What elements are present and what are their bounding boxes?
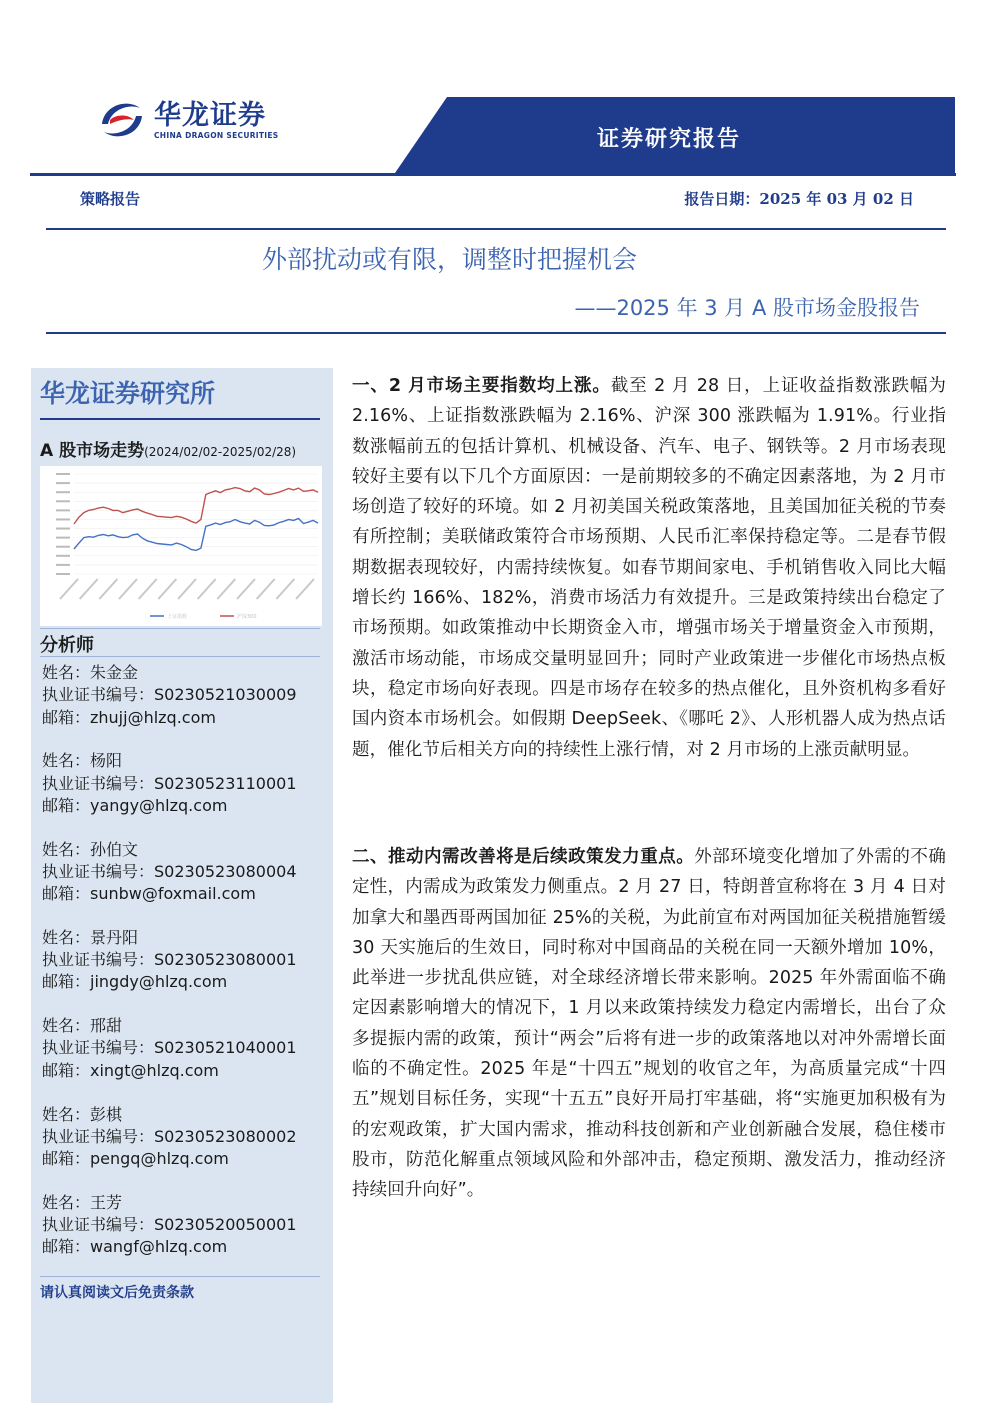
- x-tick-mark: [99, 579, 117, 599]
- analyst-name: 姓名：王芳: [42, 1192, 123, 1212]
- sidebar-rule-2: [40, 628, 320, 629]
- analyst-name: 姓名：朱金金: [42, 663, 139, 682]
- analyst-name: 姓名：杨阳: [42, 751, 123, 771]
- x-tick-mark: [217, 579, 235, 599]
- analyst-email[interactable]: 邮箱：pengq@hlzq.com: [42, 1149, 229, 1169]
- sidebar-rule: [40, 418, 320, 420]
- analyst-card: [42, 927, 297, 994]
- x-tick-mark: [198, 579, 216, 599]
- paragraph-2-text: 外部环境变化增加了外需的不确定性，内需成为政策发力侧重点。2 月 27 日，特朗普宣称将在 3 月 4 日对加拿大和墨西哥两国加征 25%的关税，为此前宣布对两国加征关税措施暂缓 30 天实施后的生效日，同时称对中国商品的关税在同一天额外增加 10%，此举进一步扰乱供应链，对全球经济增长带来影响。2025 年外需面临不确定因素影响增大的情况下，1 月以来政策持续发力稳定内需增长，出台了众多提振内需的政策，预计“两会”后将有进一步的政策落地以对冲外需增长面临的不确定性。2025 年是“十四五”规划的收官之年，为高质量完成“十四五”规划目标任务，实现“十五五”良好开局打牢基础，将“实施更加积极有为的宏观政策，扩大国内需求，推动科技创新和产业创新融合发展，稳住楼市股市，防范化解重点领域风险和外部冲击，稳定预期、激发活力，推动经济持续回升向好”。: [352, 847, 946, 1201]
- x-tick-mark: [237, 579, 255, 599]
- logo-mark-icon: [96, 94, 148, 146]
- market-trend-chart: [40, 466, 322, 626]
- market-trend-svg: [40, 466, 322, 626]
- paragraph-1-text: 截至 2 月 28 日，上证收益指数涨跌幅为 2.16%、上证指数涨跌幅为 2.16%、沪深 300 涨跌幅为 1.91%。行业指数涨幅前五的包括计算机、机械设备、汽车、电子、钢铁等。2 月市场表现较好主要有以下几个方面原因：一是前期较多的不确定因素落地，为 2 月市场创造了较好的环境。如 2 月初美国关税政策落地，且美国加征关税的节奏有所控制；美联储政策符合市场预期、人民币汇率保持稳定等。二是春节假期数据表现较好，内需持续恢复。如春节期间家电、手机销售收入同比大幅增长约 166%、182%，消费市场活力有效提升。三是政策持续出台稳定了市场预期。如政策推动中长期资金入市，增强市场关于增量资金入市预期，激活市场动能，市场成交量明显回升；同时产业政策进一步催化市场热点板块，稳定市场向好表现。四是市场存在较多的热点催化，且外资机构多看好国内资本市场机会。如假期 DeepSeek、《哪吒 2》、人形机器人成为热点话题，催化节后相关方向的持续性上涨行情，对 2 月市场的上涨贡献明显。: [352, 376, 946, 760]
- analyst-cert: 执业证书编号：S0230523080001: [42, 950, 297, 970]
- company-logo: [96, 95, 279, 145]
- analyst-email[interactable]: 邮箱：xingt@hlzq.com: [42, 1060, 219, 1080]
- title-rule-top: [46, 228, 946, 230]
- legend-label: 沪深300: [237, 614, 257, 620]
- analyst-name: 姓名：景丹阳: [42, 927, 139, 947]
- market-trend-heading: [40, 436, 296, 461]
- analyst-cert: 执业证书编号：S0230523080004: [42, 861, 297, 881]
- analyst-cert: 执业证书编号：S0230520050001: [42, 1215, 297, 1235]
- report-date: 报告日期：2025 年 03 月 02 日: [684, 190, 914, 208]
- analyst-email[interactable]: 邮箱：sunbw@foxmail.com: [42, 884, 256, 904]
- x-tick-mark: [80, 579, 98, 599]
- analyst-cert: 执业证书编号：S0230521040001: [42, 1038, 297, 1058]
- x-tick-mark: [276, 579, 294, 599]
- market-trend-range: (2024/02/02-2025/02/28): [144, 445, 297, 459]
- x-tick-mark: [178, 579, 196, 599]
- paragraph-1-heading: 一、2 月市场主要指数均上涨。: [352, 376, 611, 396]
- analyst-card: [42, 839, 297, 906]
- x-tick-mark: [119, 579, 137, 599]
- analyst-card: [42, 1192, 297, 1259]
- analyst-email[interactable]: 邮箱：wangf@hlzq.com: [42, 1237, 228, 1257]
- x-tick-mark: [139, 579, 157, 599]
- analyst-name: 姓名：彭棋: [42, 1104, 123, 1124]
- sidebar-rule-3: [40, 656, 320, 657]
- paragraph-2: [352, 842, 946, 1206]
- analyst-email[interactable]: 邮箱：yangy@hlzq.com: [42, 795, 228, 815]
- analyst-email[interactable]: 邮箱：zhujj@hlzq.com: [42, 707, 216, 727]
- analyst-heading: 分析师: [40, 635, 94, 656]
- report-type-label: 证券研究报告: [597, 126, 742, 152]
- report-category: 策略报告: [80, 190, 141, 208]
- x-tick-mark: [296, 579, 314, 599]
- analyst-card: [42, 662, 297, 729]
- paragraph-1: [352, 371, 946, 765]
- disclaimer-note[interactable]: 请认真阅读文后免责条款: [40, 1285, 194, 1301]
- paragraph-2-heading: 二、推动内需改善将是后续政策发力重点。: [352, 847, 695, 867]
- analyst-name: 姓名：邢甜: [42, 1016, 123, 1036]
- analyst-card: [42, 750, 297, 817]
- header-divider: [30, 173, 956, 176]
- x-tick-mark: [257, 579, 275, 599]
- report-title: 外部扰动或有限，调整时把握机会: [262, 245, 638, 274]
- analyst-cert: 执业证书编号：S0230523080002: [42, 1126, 297, 1146]
- logo-text-en: CHINA DRAGON SECURITIES: [154, 130, 279, 140]
- market-trend-title: A 股市场走势: [40, 441, 145, 461]
- analyst-cert: 执业证书编号：S0230521030009: [42, 685, 297, 705]
- x-tick-mark: [158, 579, 176, 599]
- x-tick-mark: [60, 579, 78, 599]
- legend-label: 上证指数: [167, 614, 188, 620]
- logo-text-cn: 华龙证券: [154, 99, 266, 131]
- analyst-email[interactable]: 邮箱：jingdy@hlzq.com: [42, 972, 228, 992]
- analyst-card: [42, 1015, 297, 1082]
- analyst-name: 姓名：孙伯文: [42, 839, 139, 859]
- sidebar-rule-4: [40, 1276, 320, 1277]
- title-rule-bottom: [46, 332, 946, 334]
- series-line-2: [74, 488, 318, 524]
- analyst-cert: 执业证书编号：S0230523110001: [42, 773, 297, 793]
- analyst-card: [42, 1104, 297, 1171]
- institute-name: 华龙证券研究所: [40, 379, 216, 408]
- report-subtitle: ——2025 年 3 月 A 股市场金股报告: [574, 296, 920, 320]
